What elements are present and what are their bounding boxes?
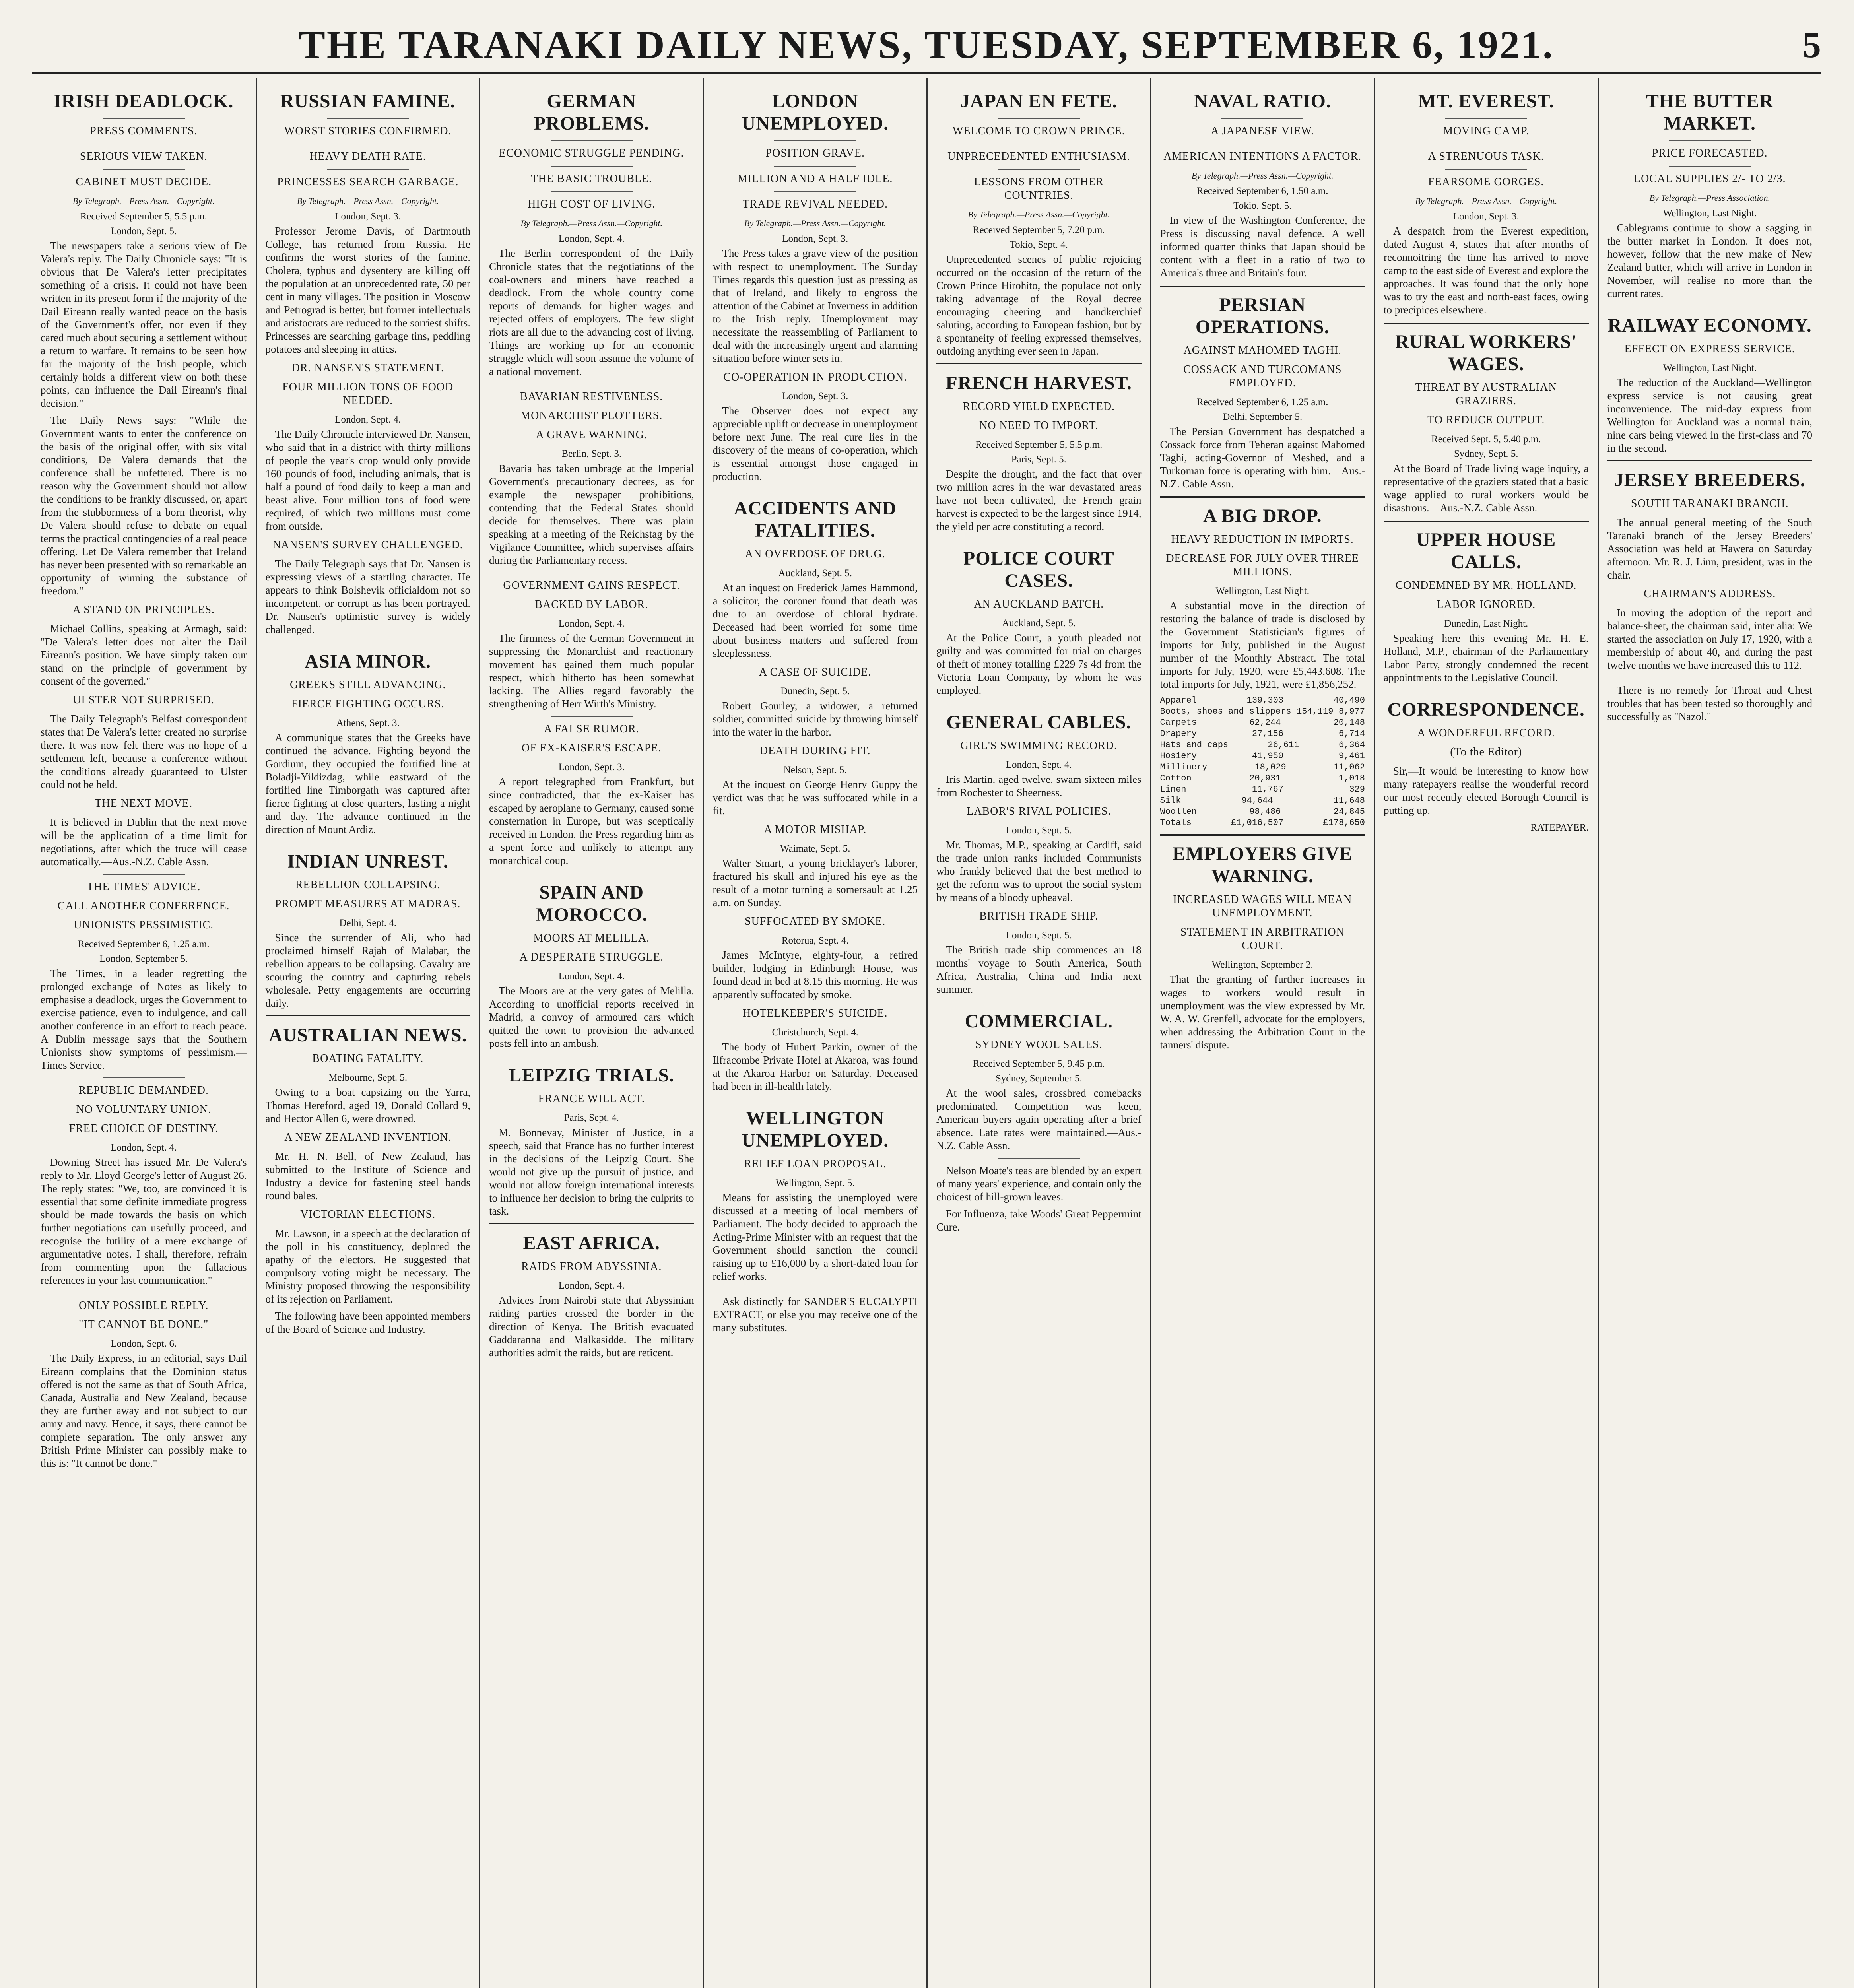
subheading: THREAT BY AUSTRALIAN GRAZIERS. xyxy=(1415,381,1557,407)
subheading: A STAND ON PRINCIPLES. xyxy=(72,604,215,616)
subheading: AN OVERDOSE OF DRUG. xyxy=(745,548,885,560)
headline: A BIG DROP. xyxy=(1203,505,1322,526)
article-paragraph: James McIntyre, eighty-four, a retired builder, lodging in Edinburgh House, was found dead in bed at 8.15 this morning. He was apparently suffocated by smoke. xyxy=(712,949,918,1000)
headline: RUSSIAN FAMINE. xyxy=(280,91,456,112)
advertisement-text: Nelson Moate's teas are blended by an expert of many years' experience, and contain only the choicest of hill-grown leaves. xyxy=(936,1165,1142,1203)
headline: FRENCH HARVEST. xyxy=(945,373,1132,394)
subheading: FREE CHOICE OF DESTINY. xyxy=(69,1122,219,1135)
headline: NAVAL RATIO. xyxy=(1194,91,1331,112)
article-paragraph: A communique states that the Greeks have continued the advance. Fighting beyond the Gordium, they occupied the fortified line at Boladji-Yildizdag, while eastward of the fortified line Timborgath was captured after fierce fighting at close quarters, lasting a night and day. The advance continued in the direction of Mount Ardiz. xyxy=(265,732,470,835)
letter-signature: RATEPAYER. xyxy=(1530,822,1589,833)
subheading: TRADE REVIVAL NEEDED. xyxy=(742,198,888,210)
column-russian-famine xyxy=(256,78,480,1988)
subheading: ULSTER NOT SURPRISED. xyxy=(73,694,215,706)
subheading: FRANCE WILL ACT. xyxy=(538,1093,645,1105)
article-paragraph: Despite the drought, and the fact that over two million acres in the war devastated areas have not been cultivated, the French grain harvest is expected to be the largest since 1914, the yield per acre constituting a record. xyxy=(936,468,1142,532)
headline: JAPAN EN FETE. xyxy=(960,91,1118,112)
credit-line: By Telegraph.—Press Assn.—Copyright. xyxy=(744,218,886,228)
dateline: Berlin, Sept. 3. xyxy=(561,448,622,459)
received-line: Received September 6, 1.50 a.m. xyxy=(1197,186,1328,196)
subheading: PRESS COMMENTS. xyxy=(90,125,198,137)
received-line: Received Sept. 5, 5.40 p.m. xyxy=(1431,434,1541,445)
dateline: Sydney, Sept. 5. xyxy=(1454,448,1518,459)
received-line: Received September 5, 9.45 p.m. xyxy=(973,1058,1105,1069)
article-paragraph: Cablegrams continue to show a sagging in the butter market in London. It does not, however, follow that the new make of New Zealand butter, which will arrive in London in November, will realise no more than the current rates. xyxy=(1607,222,1812,299)
column-japan-en-fete xyxy=(926,78,1150,1988)
headline: RURAL WORKERS' WAGES. xyxy=(1395,331,1577,375)
article-paragraph: A despatch from the Everest expedition, dated August 4, states that after months of reconnoitring the time has arrived to move camp to the east side of Everest and explore the approaches. It was found that the only hope was to try the east and north-east faces, owing to precipices elsewhere. xyxy=(1384,225,1589,316)
article-paragraph: The Press takes a grave view of the position with respect to unemployment. The Sunday Times regards this question just as pressing as that of Ireland, and likely to engross the attention of the Cabinet at Inverness in addition to the Irish reply. Unemployment may necessitate the reassembling of Parliament to deal with the increasingly urgent and alarming situation before winter sets in. xyxy=(712,247,918,364)
dateline: Wellington, September 2. xyxy=(1211,959,1313,970)
article-paragraph: At the inquest on George Henry Guppy the verdict was that he was suffocated while in a fit. xyxy=(712,779,918,817)
credit-line: By Telegraph.—Press Assn.—Copyright. xyxy=(72,196,215,206)
headline: EMPLOYERS GIVE WARNING. xyxy=(1172,843,1353,887)
dateline: Dunedin, Sept. 5. xyxy=(780,686,850,697)
dateline: London, Sept. 5. xyxy=(1006,825,1072,836)
subheading: PRICE FORECASTED. xyxy=(1652,147,1768,159)
subheading: AMERICAN INTENTIONS A FACTOR. xyxy=(1163,150,1362,163)
subheading: COSSACK AND TURCOMANS EMPLOYED. xyxy=(1183,363,1342,389)
subheading: ONLY POSSIBLE REPLY. xyxy=(79,1299,209,1312)
subheading: A MOTOR MISHAP. xyxy=(764,823,867,836)
newspaper-title: THE TARANAKI DAILY NEWS, TUESDAY, SEPTEMBER 6, 1921. xyxy=(299,23,1554,67)
headline: AUSTRALIAN NEWS. xyxy=(268,1025,467,1046)
subheading: RELIEF LOAN PROPOSAL. xyxy=(744,1158,887,1170)
subheading: MONARCHIST PLOTTERS. xyxy=(520,410,663,422)
article-paragraph: At the wool sales, crossbred comebacks predominated. Competition was keen, American buyers again operating after a brief absence. Late rates were maintained.—Aus.-N.Z. Cable Assn. xyxy=(936,1087,1142,1151)
headline: THE BUTTER MARKET. xyxy=(1646,91,1774,134)
table-row: Hosiery 41,950 9,461 xyxy=(1160,751,1365,761)
dateline: Nelson, Sept. 5. xyxy=(783,765,847,775)
subheading: (To the Editor) xyxy=(1450,746,1522,758)
subheading: SYDNEY WOOL SALES. xyxy=(975,1039,1103,1051)
subheading: NO NEED TO IMPORT. xyxy=(979,419,1099,432)
subheading: INCREASED WAGES WILL MEAN UNEMPLOYMENT. xyxy=(1173,893,1352,919)
headline: LONDON UNEMPLOYED. xyxy=(742,91,889,134)
headline: COMMERCIAL. xyxy=(965,1011,1113,1032)
article-paragraph: Sir,—It would be interesting to know how many ratepayers realise the wonderful record our most recently elected Borough Council is putting up. xyxy=(1384,765,1589,816)
article-paragraph: The Persian Government has despatched a Cossack force from Teheran against Mahomed Taghi, acting-Governor of Meshed, and a Turkoman force is operating with him.—Aus.-N.Z. Cable Assn. xyxy=(1160,425,1365,490)
column-naval-ratio xyxy=(1150,78,1374,1988)
article-paragraph: Owing to a boat capsizing on the Yarra, Thomas Hereford, aged 19, Donald Collard 9, and Hector Allen 6, were drowned. xyxy=(265,1086,470,1124)
article-paragraph: In moving the adoption of the report and balance-sheet, the chairman said, inter alia: We started the association on July 17, 1920, with a membership of about 40, and during the past twelve months we have increased this to 112. xyxy=(1607,607,1812,671)
advertisement-text: For Influenza, take Woods' Great Peppermint Cure. xyxy=(936,1208,1142,1233)
subheading: AN AUCKLAND BATCH. xyxy=(974,598,1104,610)
masthead xyxy=(32,12,1821,74)
headline: ACCIDENTS AND FATALITIES. xyxy=(734,498,897,541)
article-paragraph: At an inquest on Frederick James Hammond, a solicitor, the coroner found that death was due to an overdose of chloral hydrate. Deceased had been worried for some time about business matters and suffered from sleeplessness. xyxy=(712,582,918,659)
page-number: 5 xyxy=(1803,25,1821,65)
subheading: PROMPT MEASURES AT MADRAS. xyxy=(275,898,461,910)
dateline: London, Sept. 3. xyxy=(1453,211,1519,222)
subheading: REBELLION COLLAPSING. xyxy=(295,879,441,891)
subheading: TO REDUCE OUTPUT. xyxy=(1427,414,1545,426)
article-paragraph: The reduction of the Auckland—Wellington express service is not causing great inconvenience. The mid-day express from Wellington for Auckland was a normal train, nine cars being viewed in the first-class and 70 in the second. xyxy=(1607,377,1812,454)
subheading: POSITION GRAVE. xyxy=(765,147,865,159)
imports-table xyxy=(1160,695,1365,829)
article-paragraph: A substantial move in the direction of restoring the balance of trade is disclosed by the Government Statistician's figures of imports for July, published in the August number of the Monthly Abstract. The total imports for July, 1920, were £5,443,608. The total imports for July, 1921, were £1,856,252. xyxy=(1160,600,1365,690)
dateline: London, Sept. 5. xyxy=(111,226,177,237)
subheading: A DESPERATE STRUGGLE. xyxy=(519,951,664,963)
dateline: London, Sept. 3. xyxy=(558,762,625,773)
subheading: A JAPANESE VIEW. xyxy=(1211,125,1314,137)
article-paragraph: Downing Street has issued Mr. De Valera's reply to Mr. Lloyd George's letter of August 26. The reply states: "We, too, are convinced it is essential that some definite immediate progress should be made towards the basis on which further negotiations can usefully proceed, and recognise the futility of a mere exchange of argumentative notes. I shall, therefore, refrain from commenting upon the fallacious references in your last communication." xyxy=(41,1156,247,1286)
headline: INDIAN UNREST. xyxy=(287,851,448,872)
dateline: Waimate, Sept. 5. xyxy=(780,843,850,854)
credit-line: By Telegraph.—Press Association. xyxy=(1649,193,1771,203)
dateline: Wellington, Last Night. xyxy=(1663,363,1757,373)
article-paragraph: Means for assisting the unemployed were discussed at a meeting of local members of Parliament. The body decided to approach the Acting-Prime Minister with an request that the Government should sanction the council raising up to £16,000 by a short-dated loan for relief works. xyxy=(712,1192,918,1282)
dateline: Athens, Sept. 3. xyxy=(336,718,400,728)
advertisement-text: Ask distinctly for SANDER'S EUCALYPTI EXTRACT, or else you may receive one of the many substitutes. xyxy=(712,1295,918,1334)
subheading: BACKED BY LABOR. xyxy=(535,598,648,611)
article-paragraph: The Daily Telegraph says that Dr. Nansen is expressing views of a startling character. He appears to think Bolshevik officialdom not so incompetent, or corrupt as has been portrayed. Dr. Nansen's optimistic survey is widely challenged. xyxy=(265,558,470,635)
headline: POLICE COURT CASES. xyxy=(963,548,1114,591)
article-paragraph: The Daily Express, in an editorial, says Dail Eireann complains that the Dominion status offered is not the same as that of South Africa, Canada, Australia and New Zealand, because they are further away and not subject to our army and navy. Hence, it says, there cannot be complete separation. The only answer any British Prime Minister can possibly make to this is: "It cannot be done." xyxy=(41,1352,247,1469)
headline: LEIPZIG TRIALS. xyxy=(509,1065,675,1086)
dateline: Wellington, Last Night. xyxy=(1215,586,1309,596)
subheading: BAVARIAN RESTIVENESS. xyxy=(520,390,663,403)
dateline: London, Sept. 4. xyxy=(558,618,625,629)
advertisement-text: There is no remedy for Throat and Chest troubles that has been tested so thoroughly and successfully as "Nazol." xyxy=(1607,684,1812,722)
article-paragraph: The Moors are at the very gates of Melilla. According to unofficial reports received in Madrid, a convoy of armoured cars which quitted the town to provision the advanced posts fell into an ambush. xyxy=(489,985,694,1049)
subheading: FOUR MILLION TONS OF FOOD NEEDED. xyxy=(282,381,454,407)
headline: PERSIAN OPERATIONS. xyxy=(1195,294,1330,338)
subheading: MOORS AT MELILLA. xyxy=(533,932,650,944)
column-butter-market xyxy=(1598,78,1821,1988)
subheading: "IT CANNOT BE DONE." xyxy=(79,1318,209,1331)
dateline: London, Sept. 6. xyxy=(111,1338,177,1349)
article-paragraph: Advices from Nairobi state that Abyssinian raiding parties crossed the border in the direction of Kenya. The British evacuated Gaddaranna and Malkasidde. The military authorities admit the raids, but are reticent. xyxy=(489,1294,694,1359)
subheading: A CASE OF SUICIDE. xyxy=(759,666,872,678)
table-row: Woollen 98,486 24,845 xyxy=(1160,807,1365,817)
article-paragraph: Michael Collins, speaking at Armagh, said: "De Valera's letter does not alter the Dail Eireann's position. We have simply taken our stand on the principle of government by consent of the governed." xyxy=(41,623,247,687)
table-row: Hats and caps 26,611 6,364 xyxy=(1160,740,1365,750)
subheading: HIGH COST OF LIVING. xyxy=(528,198,656,210)
subheading: A NEW ZEALAND INVENTION. xyxy=(284,1131,452,1143)
table-row: Boots, shoes and slippers 154,119 8,977 xyxy=(1160,707,1365,716)
article-paragraph: The newspapers take a serious view of De Valera's reply. The Daily Chronicle says: "It is obvious that De Valera's letter precipitates something of a crisis. It could not have been written in its present form if the majority of the Dail Eireann really wanted peace on the basis of the Government's offer, nor even if they cared much about securing a settlement without a return to warfare. It remains to be seen how far the majority of the Irish people, which certainly holds a different view on both these points, can influence the Dail Eireann's final decision." xyxy=(41,240,247,409)
subheading: LABOR IGNORED. xyxy=(1437,598,1536,611)
dateline: Rotorua, Sept. 4. xyxy=(781,935,849,946)
column-irish-deadlock xyxy=(32,78,256,1988)
article-paragraph: Robert Gourley, a widower, a returned soldier, committed suicide by throwing himself into the water in the harbor. xyxy=(712,700,918,738)
dateline: Paris, Sept. 4. xyxy=(564,1112,619,1123)
dateline: London, Sept. 3. xyxy=(335,211,401,222)
subheading: DEATH DURING FIT. xyxy=(759,745,871,757)
subheading: ECONOMIC STRUGGLE PENDING. xyxy=(499,147,684,159)
article-paragraph: The Daily Chronicle interviewed Dr. Nansen, who said that in a district with thirty millions of people the year's crop would only provide 160 pounds of food, including animals, that is half a pound of food daily to keep a man and beast alive. Four million tons of food were required, of which two millions must come from outside. xyxy=(265,428,470,532)
subheading: A FALSE RUMOR. xyxy=(544,723,639,735)
subheading: A WONDERFUL RECORD. xyxy=(1417,727,1555,739)
headline: EAST AFRICA. xyxy=(523,1233,660,1254)
subheading: CHAIRMAN'S ADDRESS. xyxy=(1644,588,1776,600)
column-mt-everest xyxy=(1374,78,1598,1988)
dateline: Sydney, September 5. xyxy=(995,1073,1082,1084)
subheading: THE BASIC TROUBLE. xyxy=(531,173,652,185)
article-paragraph: Mr. Thomas, M.P., speaking at Cardiff, said the trade union ranks included Communists who frankly believed that the best method to get the reform was to uproot the social system by means of a bloody upheaval. xyxy=(936,839,1142,903)
headline: RAILWAY ECONOMY. xyxy=(1607,315,1812,336)
subheading: HEAVY REDUCTION IN IMPORTS. xyxy=(1171,533,1354,546)
article-paragraph: Unprecedented scenes of public rejoicing occurred on the occasion of the return of the Crown Prince Hirohito, the populace not only taking advantage of the Royal decree encouraging cheering and handkerchief saluting, according to European fashion, but by a spontaneity of feeling expressed themselves, outdoing anything ever seen in Japan. xyxy=(936,253,1142,357)
article-paragraph: The Observer does not expect any appreciable uplift or decrease in unemployment before next June. The real cure lies in the discovery of the means of co-operation, which is essential amongst those engaged in production. xyxy=(712,405,918,482)
subheading: OF EX-KAISER'S ESCAPE. xyxy=(522,742,662,754)
headline: JERSEY BREEDERS. xyxy=(1614,470,1805,491)
headline: ASIA MINOR. xyxy=(305,651,431,672)
dateline: Paris, Sept. 5. xyxy=(1011,454,1066,465)
headline: MT. EVEREST. xyxy=(1418,91,1554,112)
dateline: London, Sept. 5. xyxy=(1006,930,1072,941)
received-line: Received September 6, 1.25 a.m. xyxy=(78,939,210,949)
subheading: NANSEN'S SURVEY CHALLENGED. xyxy=(272,539,463,551)
article-paragraph: The annual general meeting of the South Taranaki branch of the Jersey Breeders' Association was held at Hawera on Saturday afternoon. Mr. R. J. Linn, president, was in the chair. xyxy=(1607,516,1812,581)
subheading: FEARSOME GORGES. xyxy=(1428,176,1544,188)
subheading: STATEMENT IN ARBITRATION COURT. xyxy=(1180,926,1345,952)
table-row: Linen 11,767 329 xyxy=(1160,784,1365,794)
table-row: Millinery 18,029 11,062 xyxy=(1160,762,1365,772)
news-columns xyxy=(32,78,1821,1988)
subheading: EFFECT ON EXPRESS SERVICE. xyxy=(1624,343,1795,355)
article-paragraph: Professor Jerome Davis, of Dartmouth College, has returned from Russia. He confirms the worst stories of the famine. Cholera, typhus and dysentery are killing off the population at an unprecedented rate, 50 per cent in many villages. The position in Moscow and Petrograd is better, but former intellectuals and aristocrats are reduced to the sorriest shifts. Princesses are searching garbage tins, peddling potatoes and sleeping in attics. xyxy=(265,225,470,355)
dateline: Wellington, Sept. 5. xyxy=(775,1178,855,1188)
dateline: London, Sept. 4. xyxy=(111,1142,177,1153)
dateline: London, Sept. 4. xyxy=(335,414,401,425)
article-paragraph: The body of Hubert Parkin, owner of the Ilfracombe Private Hotel at Akaroa, was found at the Akaroa Harbor on Saturday. Deceased had been in ill-health lately. xyxy=(712,1041,918,1092)
table-row: Cotton 20,931 1,018 xyxy=(1160,773,1365,783)
article-paragraph: Since the surrender of Ali, who had proclaimed himself Rajah of Malabar, the rebellion appears to be collapsing. Cavalry are scouring the country and capturing rebels wholesale. Petty engagements are occurring daily. xyxy=(265,932,470,1009)
subheading: VICTORIAN ELECTIONS. xyxy=(300,1208,436,1221)
article-paragraph: A report telegraphed from Frankfurt, but since contradicted, that the ex-Kaiser has escaped by aeroplane to Germany, caused some consternation in Europe, but was sceptically received in London, the Press regarding him as a spent force and unlikely to attempt any monarchical coup. xyxy=(489,776,694,866)
dateline: Dunedin, Last Night. xyxy=(1444,618,1528,629)
subheading: NO VOLUNTARY UNION. xyxy=(76,1103,212,1116)
table-row: Silk 94,644 11,648 xyxy=(1160,796,1365,806)
dateline: London, September 5. xyxy=(99,953,188,964)
headline: GERMAN PROBLEMS. xyxy=(534,91,649,134)
subheading: BRITISH TRADE SHIP. xyxy=(979,910,1099,922)
article-paragraph: In view of the Washington Conference, the Press is discussing naval defence. A well informed quarter thinks that Japan should be content with a fleet in a ratio of two to America's three and Britain's four. xyxy=(1160,214,1365,279)
subheading: GREEKS STILL ADVANCING. xyxy=(290,679,446,691)
dateline: Tokio, Sept. 5. xyxy=(1233,200,1292,211)
headline: GENERAL CABLES. xyxy=(946,712,1132,733)
article-paragraph: Bavaria has taken umbrage at the Imperial Government's precautionary decrees, as for example the newspaper prohibitions, contending that the Federal States should decide for themselves. There was plain speaking at a meeting of the Reichstag by the Vigilance Committee, which supervises affairs during the Parliamentary recess. xyxy=(489,462,694,566)
dateline: London, Sept. 4. xyxy=(558,971,625,982)
subheading: RAIDS FROM ABYSSINIA. xyxy=(521,1260,662,1273)
subheading: A STRENUOUS TASK. xyxy=(1428,150,1544,163)
article-paragraph: The Daily Telegraph's Belfast correspondent states that De Valera's letter created no surprise there. It was now felt there was no hope of a settlement left, because a conference without the conditions already guaranteed to Ulster could not be held. xyxy=(41,713,247,790)
dateline: Auckland, Sept. 5. xyxy=(1002,618,1076,629)
headline: SPAIN AND MOROCCO. xyxy=(536,882,648,925)
subheading: SERIOUS VIEW TAKEN. xyxy=(80,150,208,163)
subheading: UNPRECEDENTED ENTHUSIASM. xyxy=(947,150,1130,163)
column-london-unemployed xyxy=(703,78,927,1988)
dateline: London, Sept. 3. xyxy=(782,391,848,402)
dateline: Delhi, September 5. xyxy=(1223,412,1303,422)
headline: CORRESPONDENCE. xyxy=(1387,699,1585,720)
subheading: CALL ANOTHER CONFERENCE. xyxy=(57,900,230,912)
headline: UPPER HOUSE CALLS. xyxy=(1416,529,1556,573)
received-line: Received September 5, 5.5 p.m. xyxy=(80,211,207,222)
article-paragraph: Iris Martin, aged twelve, swam sixteen miles from Rochester to Sheerness. xyxy=(936,773,1142,798)
table-row: Totals £1,016,507 £178,650 xyxy=(1160,818,1365,828)
article-paragraph: The Times, in a leader regretting the prolonged exchange of Notes as likely to emphasise a deadlock, urges the Government to exercise patience, even to indulgence, and call another conference in an effort to reach peace. A Dublin message says that the Southern Unionists show symptoms of pessimism.—Times Service. xyxy=(41,967,247,1071)
subheading: GOVERNMENT GAINS RESPECT. xyxy=(503,579,680,592)
article-paragraph: The Daily News says: "While the Government wants to enter the conference on the basis of the original offer, with six vital conditions, De Valera demands that the conference shall be unfettered. There is no reason why the Government should not allow the conditions to be frankly discussed, or, apart from the stubbornness of a born theorist, why De Valera should refuse to debate on equal terms the practical contingencies of a real peace offering. Let De Valera remember that Ireland has never been presented with so remarkable an opportunity of winning the substance of freedom." xyxy=(41,414,247,597)
credit-line: By Telegraph.—Press Assn.—Copyright. xyxy=(968,210,1110,219)
subheading: DECREASE FOR JULY OVER THREE MILLIONS. xyxy=(1166,552,1359,578)
article-paragraph: At the Police Court, a youth pleaded not guilty and was committed for trial on charges of theft of money totalling £229 7s 4d from the Victoria Loan Company, by whom he was employed. xyxy=(936,632,1142,696)
subheading: SOUTH TARANAKI BRANCH. xyxy=(1631,497,1789,510)
subheading: THE TIMES' ADVICE. xyxy=(87,881,201,893)
article-paragraph: The British trade ship commences an 18 months' voyage to South America, South Africa, Australia, China and India next summer. xyxy=(936,944,1142,995)
table-row: Apparel 139,303 40,490 xyxy=(1160,695,1365,705)
article-paragraph: Mr. Lawson, in a speech at the declaration of the poll in his constituency, deplored the apathy of the electors. He suggested that compulsory voting might be necessary. The Ministry proposed throwing the responsibility of its rejection on Parliament. xyxy=(265,1227,470,1305)
subheading: SUFFOCATED BY SMOKE. xyxy=(745,915,886,928)
column-german-problems xyxy=(479,78,703,1988)
credit-line: By Telegraph.—Press Assn.—Copyright. xyxy=(520,218,663,228)
subheading: AGAINST MAHOMED TAGHI. xyxy=(1183,344,1341,357)
subheading: WELCOME TO CROWN PRINCE. xyxy=(952,125,1125,137)
article-paragraph: The following have been appointed members of the Board of Science and Industry. xyxy=(265,1310,470,1335)
dateline: London, Sept. 4. xyxy=(558,233,625,244)
subheading: UNIONISTS PESSIMISTIC. xyxy=(74,919,214,931)
article-paragraph: The Berlin correspondent of the Daily Chronicle states that the negotiations of the coal-owners and miners have reached a deadlock. From the whole country come reports of demands for higher wages and rejected offers of employers. The few slight riots are all due to the advancing cost of living. Things are working up for an economic struggle which will soon assume the volume of a national movement. xyxy=(489,247,694,377)
subheading: CONDEMNED BY MR. HOLLAND. xyxy=(1395,579,1577,592)
dateline: Christchurch, Sept. 4. xyxy=(772,1027,858,1038)
dateline: Wellington, Last Night. xyxy=(1663,208,1757,219)
received-line: Received September 5, 5.5 p.m. xyxy=(975,439,1103,450)
subheading: PRINCESSES SEARCH GARBAGE. xyxy=(277,176,459,188)
headline: WELLINGTON UNEMPLOYED. xyxy=(742,1108,889,1151)
subheading: A GRAVE WARNING. xyxy=(536,429,647,441)
table-row: Drapery 27,156 6,714 xyxy=(1160,729,1365,739)
subheading: DR. NANSEN'S STATEMENT. xyxy=(291,362,444,374)
subheading: GIRL'S SWIMMING RECORD. xyxy=(960,740,1117,752)
subheading: CABINET MUST DECIDE. xyxy=(76,176,212,188)
article-paragraph: Walter Smart, a young bricklayer's laborer, fractured his skull and injured his eye as the result of a motor turning a somersault at 1.25 a.m. on Sunday. xyxy=(712,857,918,909)
article-paragraph: Mr. H. N. Bell, of New Zealand, has submitted to the Institute of Science and Industry a device for fastening steel bands round bales. xyxy=(265,1150,470,1202)
dateline: Delhi, Sept. 4. xyxy=(339,918,397,928)
subheading: HEAVY DEATH RATE. xyxy=(309,150,426,163)
dateline: Melbourne, Sept. 5. xyxy=(328,1072,408,1083)
dateline: London, Sept. 4. xyxy=(558,1280,625,1291)
subheading: THE NEXT MOVE. xyxy=(95,797,193,810)
table-row: Carpets 62,244 20,148 xyxy=(1160,718,1365,728)
dateline: London, Sept. 4. xyxy=(1006,759,1072,770)
article-paragraph: At the Board of Trade living wage inquiry, a representative of the graziers stated that a basic wage applied to rural workers would be disastrous.—Aus.-N.Z. Cable Assn. xyxy=(1384,462,1589,514)
subheading: LOCAL SUPPLIES 2/- TO 2/3. xyxy=(1633,173,1786,185)
dateline: London, Sept. 3. xyxy=(782,233,848,244)
credit-line: By Telegraph.—Press Assn.—Copyright. xyxy=(1191,171,1334,181)
article-paragraph: M. Bonnevay, Minister of Justice, in a speech, said that France has no further interest in the decisions of the Leipzig Court. She would not give up the pursuit of justice, and would not allow foreign international interests to influence her decision to bring the culprits to task. xyxy=(489,1126,694,1217)
dateline: Tokio, Sept. 4. xyxy=(1010,239,1068,250)
subheading: BOATING FATALITY. xyxy=(312,1052,424,1065)
received-line: Received September 6, 1.25 a.m. xyxy=(1197,397,1328,408)
subheading: REPUBLIC DEMANDED. xyxy=(78,1084,209,1097)
subheading: MOVING CAMP. xyxy=(1443,125,1530,137)
subheading: MILLION AND A HALF IDLE. xyxy=(738,173,893,185)
article-paragraph: The firmness of the German Government in suppressing the Monarchist and reactionary movement has gained them much popular respect, which hitherto has been somewhat lacking. The Allies regard favorably the strengthening of Herr Wirth's Ministry. xyxy=(489,632,694,710)
article-paragraph: That the granting of further increases in wages to workers would result in unemployment was the view expressed by Mr. W. A. W. Grenfell, advocate for the employers, when addressing the Arbitration Court in the tanners' dispute. xyxy=(1160,973,1365,1051)
subheading: FIERCE FIGHTING OCCURS. xyxy=(291,698,445,710)
received-line: Received September 5, 7.20 p.m. xyxy=(973,225,1105,235)
subheading: LESSONS FROM OTHER COUNTRIES. xyxy=(974,176,1104,202)
subheading: LABOR'S RIVAL POLICIES. xyxy=(967,805,1111,817)
subheading: RECORD YIELD EXPECTED. xyxy=(963,400,1115,413)
subheading: CO-OPERATION IN PRODUCTION. xyxy=(723,371,907,383)
article-paragraph: Speaking here this evening Mr. H. E. Holland, M.P., chairman of the Parliamentary Labor Party, strongly condemned the recent appointments to the Legislative Council. xyxy=(1384,632,1589,683)
article-paragraph: It is believed in Dublin that the next move will be the application of a time limit for negotiations, after which the truce will cease automatically.—Aus.-N.Z. Cable Assn. xyxy=(41,816,247,868)
subheading: HOTELKEEPER'S SUICIDE. xyxy=(742,1007,888,1019)
credit-line: By Telegraph.—Press Assn.—Copyright. xyxy=(1415,196,1557,206)
headline: IRISH DEADLOCK. xyxy=(54,91,234,112)
dateline: Auckland, Sept. 5. xyxy=(778,568,852,579)
credit-line: By Telegraph.—Press Assn.—Copyright. xyxy=(297,196,439,206)
subheading: WORST STORIES CONFIRMED. xyxy=(284,125,452,137)
